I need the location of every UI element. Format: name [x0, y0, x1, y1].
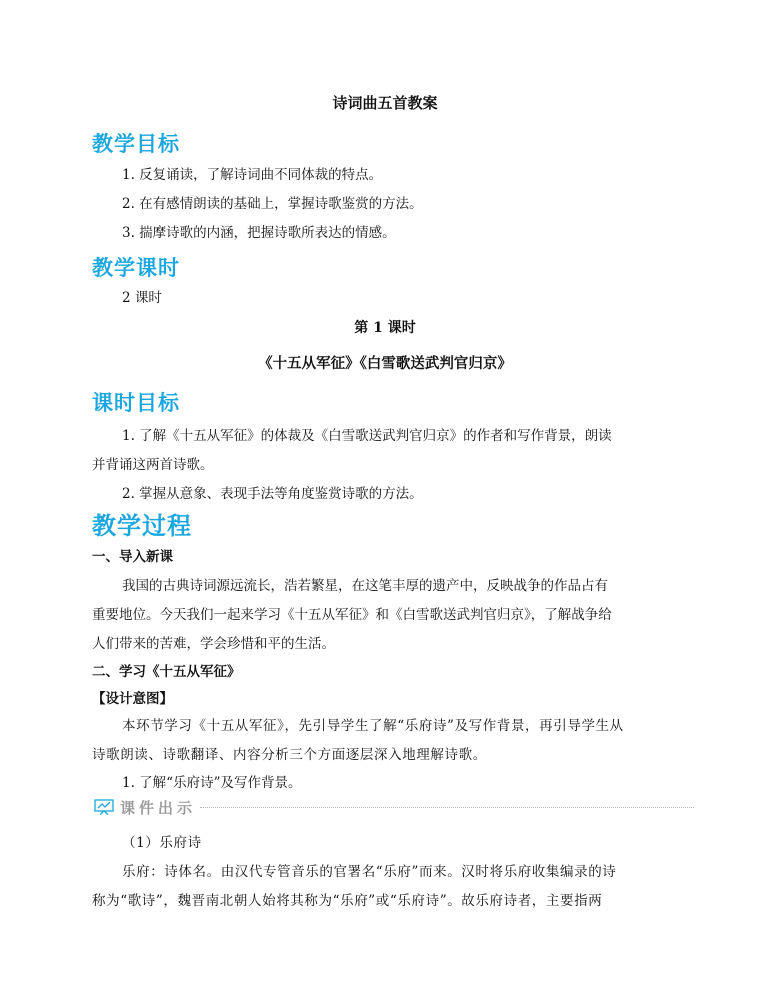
design-intent-label: 【设计意图】	[92, 691, 173, 707]
yuefu-line-1: 乐府：诗体名。由汉代专管音乐的官署名“乐府”而来。汉时将乐府收集编录的诗	[122, 864, 617, 880]
goal-item-3: 3. 揣摩诗歌的内涵，把握诗歌所表达的情感。	[122, 225, 396, 241]
courseware-label: 课件出示	[120, 799, 197, 817]
lesson-goal-1-line2: 并背诵这两首诗歌。	[92, 457, 214, 473]
sub-item-1: （1）乐府诗	[122, 835, 202, 851]
teaching-hours-text: 2 课时	[122, 290, 162, 306]
part1-line-3: 人们带来的苦难，学会珍惜和平的生活。	[92, 636, 335, 652]
design-line-1: 本环节学习《十五从军征》，先引导学生了解“乐府诗”及写作背景，再引导学生从	[122, 718, 624, 734]
goal-item-1: 1. 反复诵读，了解诗词曲不同体裁的特点。	[122, 167, 383, 183]
heading-teaching-process: 教学过程	[92, 512, 192, 540]
heading-teaching-goals: 教学目标	[92, 132, 180, 156]
courseware-banner	[94, 797, 694, 817]
part2-title: 二、学习《十五从军征》	[92, 664, 241, 680]
lesson-goal-1-line1: 1. 了解《十五从军征》的体裁及《白雪歌送武判官归京》的作者和写作背景，朗读	[122, 428, 612, 444]
yuefu-line-2: 称为“歌诗”，魏晋南北朝人始将其称为“乐府”或“乐府诗”。故乐府诗者，主要指两	[92, 893, 603, 909]
dotted-divider	[200, 807, 694, 808]
design-line-2: 诗歌朗读、诗歌翻译、内容分析三个方面逐层深入地理解诗歌。	[92, 747, 487, 763]
part1-line-2: 重要地位。今天我们一起来学习《十五从军征》和《白雪歌送武判官归京》，了解战争给	[92, 607, 612, 623]
step-1: 1. 了解“乐府诗”及写作背景。	[122, 775, 302, 791]
lesson-subtitle: 《十五从军征》《白雪歌送武判官归京》	[258, 355, 512, 372]
goal-item-2: 2. 在有感情朗读的基础上，掌握诗歌鉴赏的方法。	[122, 196, 423, 212]
lesson-goal-2: 2. 掌握从意象、表现手法等角度鉴赏诗歌的方法。	[122, 486, 423, 502]
document-title: 诗词曲五首教案	[332, 94, 438, 112]
heading-lesson-goals: 课时目标	[92, 391, 180, 415]
part1-title: 一、导入新课	[92, 549, 173, 565]
heading-teaching-hours: 教学课时	[92, 256, 180, 280]
part1-line-1: 我国的古典诗词源远流长，浩若繁星，在这笔丰厚的遗产中，反映战争的作品占有	[122, 578, 608, 594]
presentation-icon	[94, 799, 114, 815]
lesson-title: 第 1 课时	[354, 320, 416, 336]
